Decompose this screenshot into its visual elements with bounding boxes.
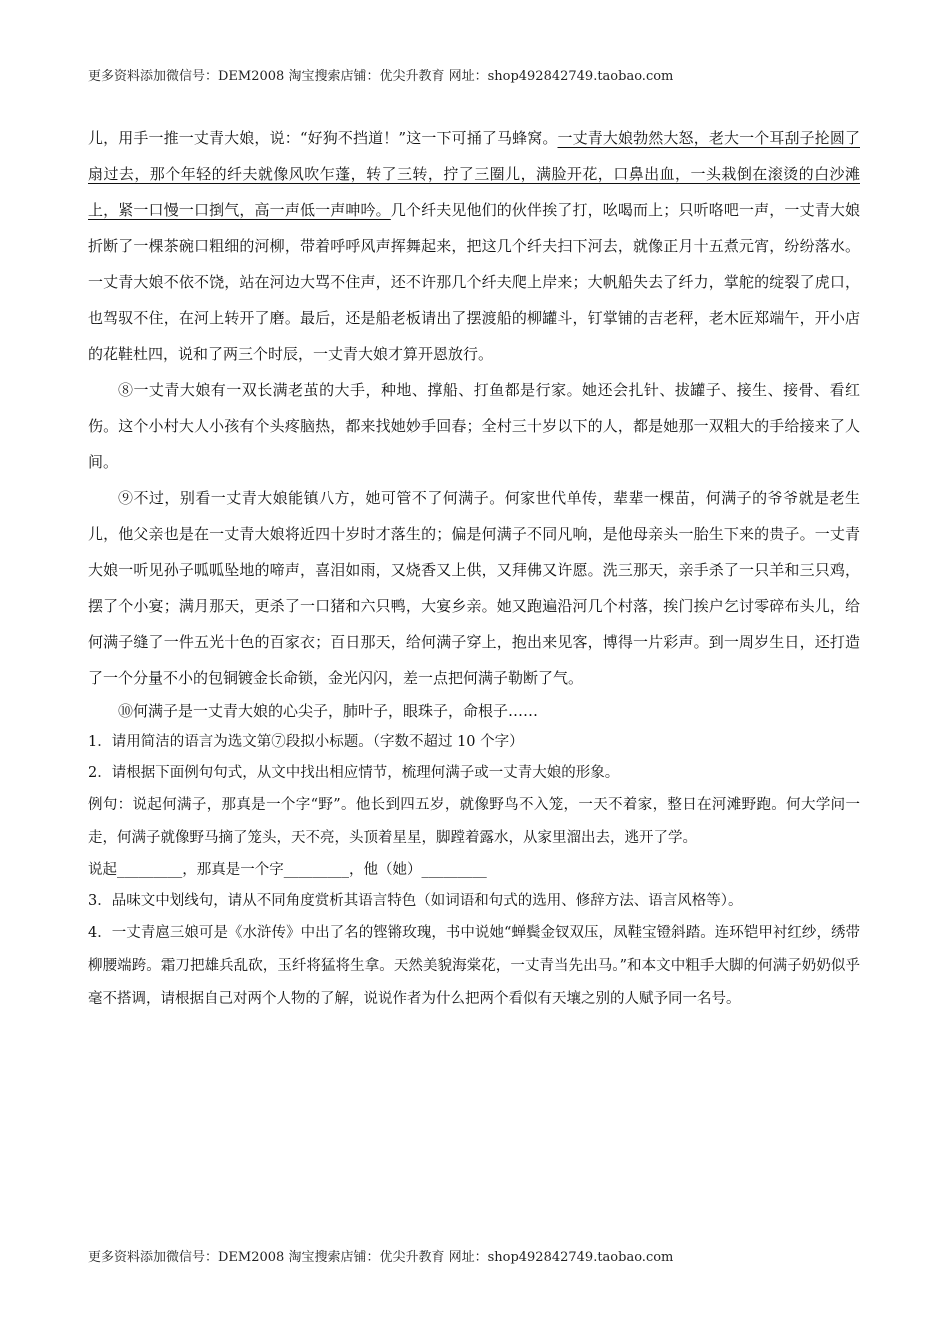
question-2: 2．请根据下面例句句式，从文中找出相应情节，梳理何满子或一丈青大娘的形象。 <box>88 765 620 781</box>
document-body <box>88 120 860 1016</box>
paragraph-7-continued <box>88 120 860 372</box>
page-footer: 更多资料添加微信号：DEM2008 淘宝搜索店铺：优尖升教育 网址：shop492842749.taobao.com <box>88 1250 674 1265</box>
question-2-example: 例句：说起何满子，那真是一个字“野”。他长到四五岁，就像野鸟不入笼，一天不着家，整日在河滩野跑。何大学问一走，何满子就像野马摘了笼头，天不亮，头顶着星星，脚蹚着露水，从家里溜出去，逃开了学。 <box>88 797 860 846</box>
paragraph-8: ⑧一丈青大娘有一双长满老茧的大手，种地、撑船、打鱼都是行家。她还会扎针、拔罐子、接生、接骨、看红伤。这个小村大人小孩有个头疼脑热，都来找她妙手回春；全村三十岁以下的人，都是她那一双粗大的手给接来了人间。 <box>88 381 860 471</box>
paragraph-7-rest: 几个纤夫见他们的伙伴挨了打，吆喝而上；只听咯吧一声，一丈青大娘折断了一棵茶碗口粗细的河柳，带着呼呼风声挥舞起来，把这几个纤夫扫下河去，就像正月十五煮元宵，纷纷落水。一丈青大娘不依不饶，站在河边大骂不住声，还不许那几个纤夫爬上岸来；大帆船失去了纤力，掌舵的绽裂了虎口，也驾驭不住，在河上转开了磨。最后，还是船老板请出了摆渡船的柳罐斗，钉掌铺的吉老秤，老木匠郑端午，开小店的花鞋杜四，说和了两三个时辰，一丈青大娘才算开恩放行。 <box>88 201 860 363</box>
underlined-sentence: 一丈青大娘勃然大怒，老大一个耳刮子抡圆了扇过去，那个年轻的纤夫就像风吹乍蓬，转了三转，拧了三圈儿，满脸开花，口鼻出血，一头栽倒在滚烫的白沙滩上，紧一口慢一口捯气，高一声低一声呻吟。 <box>88 129 860 219</box>
paragraph-9: ⑨不过，别看一丈青大娘能镇八方，她可管不了何满子。何家世代单传，辈辈一棵苗，何满子的爷爷就是老生儿，他父亲也是在一丈青大娘将近四十岁时才落生的；偏是何满子不同凡响，是他母亲头一胎生下来的贵子。一丈青大娘一听见孙子呱呱坠地的啼声，喜泪如雨，又烧香又上供，又拜佛又许愿。洗三那天，亲手杀了一只羊和三只鸡，摆了个小宴；满月那天，更杀了一口猪和六只鸭，大宴乡亲。她又跑遍沿河几个村落，挨门挨户乞讨零碎布头儿，给何满子缝了一件五光十色的百家衣；百日那天，给何满子穿上，抱出来见客，博得一片彩声。到一周岁生日，还打造了一个分量不小的包铜镀金长命锁，金光闪闪，差一点把何满子勒断了气。 <box>88 489 860 687</box>
question-2-fill-blank: 说起_________，那真是一个字_________，他（她）_________ <box>88 862 487 878</box>
paragraph-10: ⑩何满子是一丈青大娘的心尖子，肺叶子，眼珠子，命根子…… <box>118 702 539 720</box>
question-4: 4．一丈青扈三娘可是《水浒传》中出了名的铿锵玫瑰，书中说她“蝉鬓金钗双压，凤鞋宝镫斜踏。连环铠甲衬红纱，绣带柳腰端跨。霜刀把雄兵乱砍，玉纤将猛将生拿。天然美貌海棠花，一丈青当先出马。”和本文中粗手大脚的何满子奶奶似乎毫不搭调，请根据自己对两个人物的了解，说说作者为什么把两个看似有天壤之别的人赋予同一名号。 <box>88 925 860 1007</box>
paragraph-7-start: 儿，用手一推一丈青大娘，说：“好狗不挡道！”这一下可捅了马蜂窝。 <box>88 129 558 147</box>
page-header: 更多资料添加微信号：DEM2008 淘宝搜索店铺：优尖升教育 网址：shop492842749.taobao.com <box>88 69 674 84</box>
question-1: 1．请用简洁的语言为选文第⑦段拟小标题。（字数不超过 10 个字） <box>88 734 524 750</box>
question-3: 3．品味文中划线句，请从不同角度赏析其语言特色（如词语和句式的选用、修辞方法、语言风格等）。 <box>88 893 743 909</box>
